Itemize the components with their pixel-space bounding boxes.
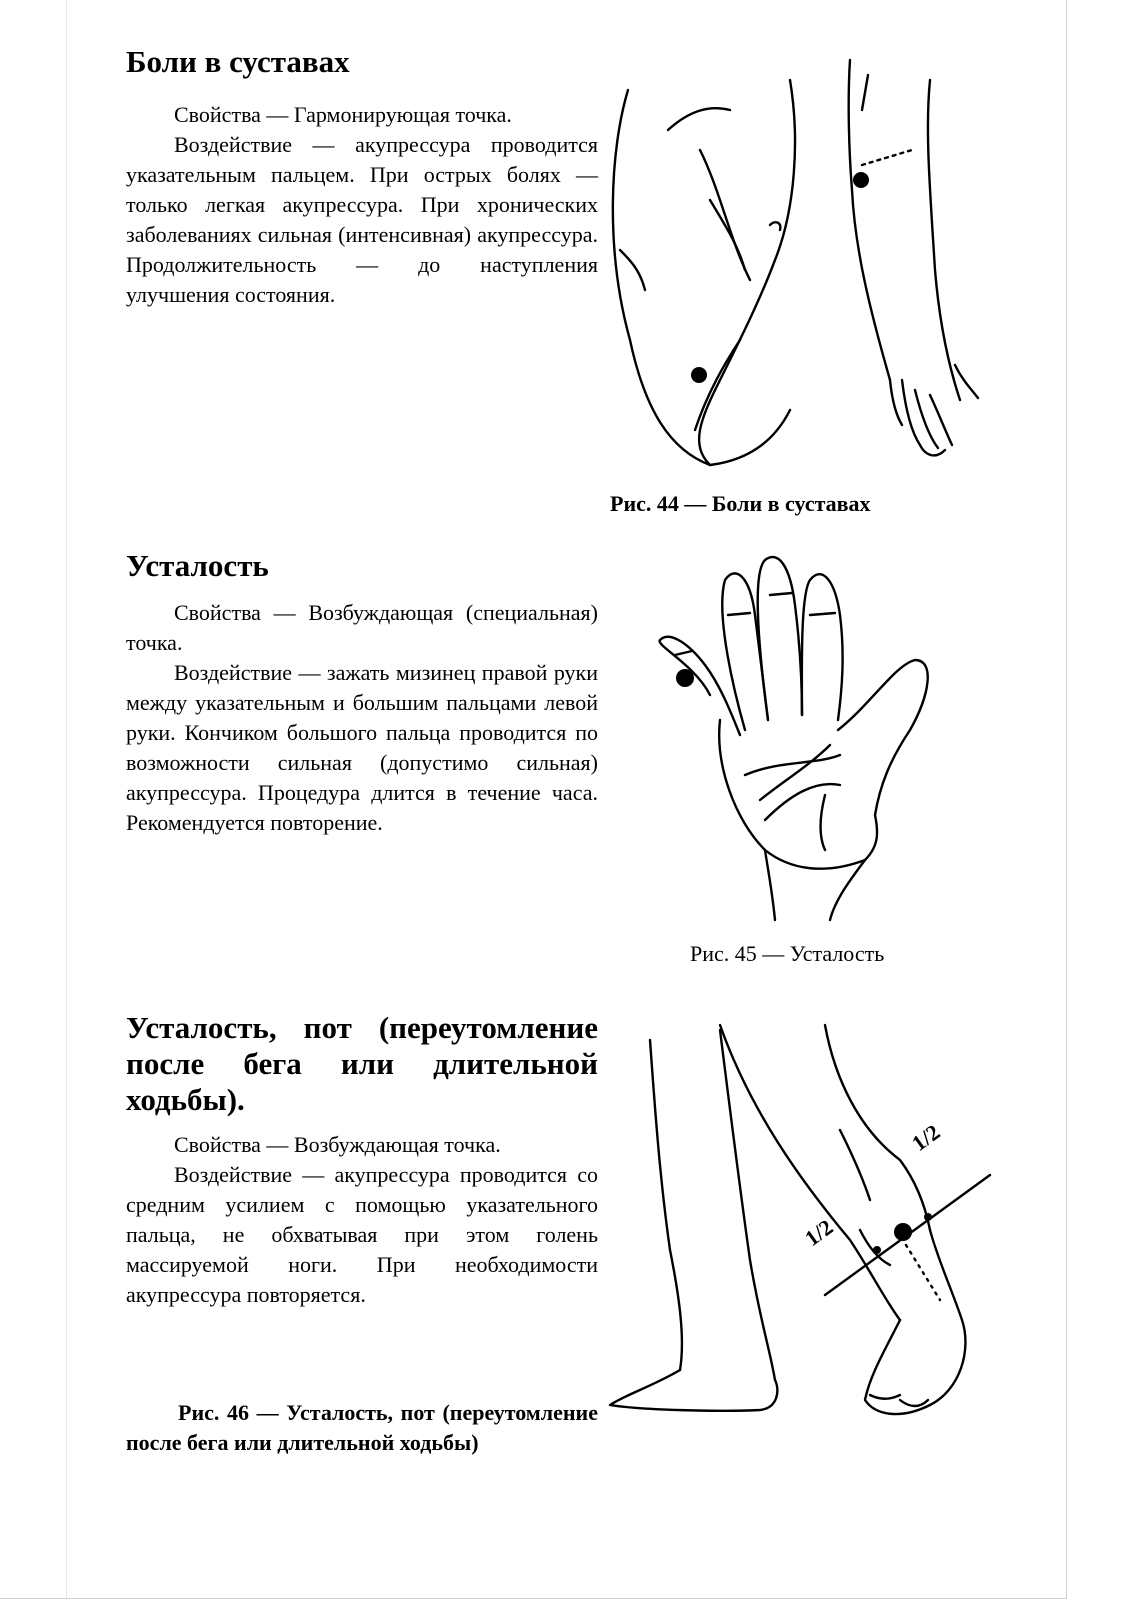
section-fatigue	[126, 548, 598, 838]
page-left-rule	[66, 0, 67, 1600]
section-title: Усталость	[126, 548, 269, 583]
properties-text: Свойства — Возбуждающая (специальная) точка.	[126, 600, 598, 655]
half-label: 1/2	[907, 1119, 945, 1156]
figure-caption: Рис. 45 — Усталость	[690, 941, 885, 966]
section-fatigue-sweat	[126, 1010, 598, 1310]
figure-legs-illustration	[600, 1020, 1000, 1440]
half-label: 1/2	[800, 1214, 838, 1251]
figure-hand-illustration	[650, 545, 950, 925]
figure-arm-illustration	[600, 50, 980, 480]
action-text: Воздействие — зажать мизинец правой руки между указательным и большим пальцами левой руки. Кончиком большого пальца проводится по возможности сильная (допустимо сильная) акупрессура. Процедура длится в течение часа. Рекомендуется повторение.	[126, 660, 598, 835]
figure-caption: Рис. 44 — Боли в суставах	[610, 491, 871, 516]
caption-block	[126, 1398, 598, 1458]
properties-text: Свойства — Возбуждающая точка.	[174, 1132, 501, 1157]
action-text: Воздействие — акупрессура проводится со средним усилием с помощью указательного пальца, не обхватывая при этом голень массируемой ноги. При необходимости акупрессура повторяется.	[126, 1162, 598, 1307]
figure-caption: Рис. 46 — Усталость, пот (переутомление после бега или длительной ходьбы)	[126, 1400, 598, 1455]
section-title: Усталость, пот (переутомление после бега или длительной ходьбы).	[126, 1010, 598, 1117]
section-joint-pain	[126, 44, 598, 310]
properties-text: Свойства — Гармонирующая точка.	[174, 102, 512, 127]
section-title: Боли в суставах	[126, 44, 350, 79]
action-text: Воздействие — акупрессура проводится указательным пальцем. При острых болях — только легкая акупрессура. При хронических заболеваниях сильная (интенсивная) акупрессура. Продолжительность — до наступления улучшения состояния.	[126, 132, 598, 307]
